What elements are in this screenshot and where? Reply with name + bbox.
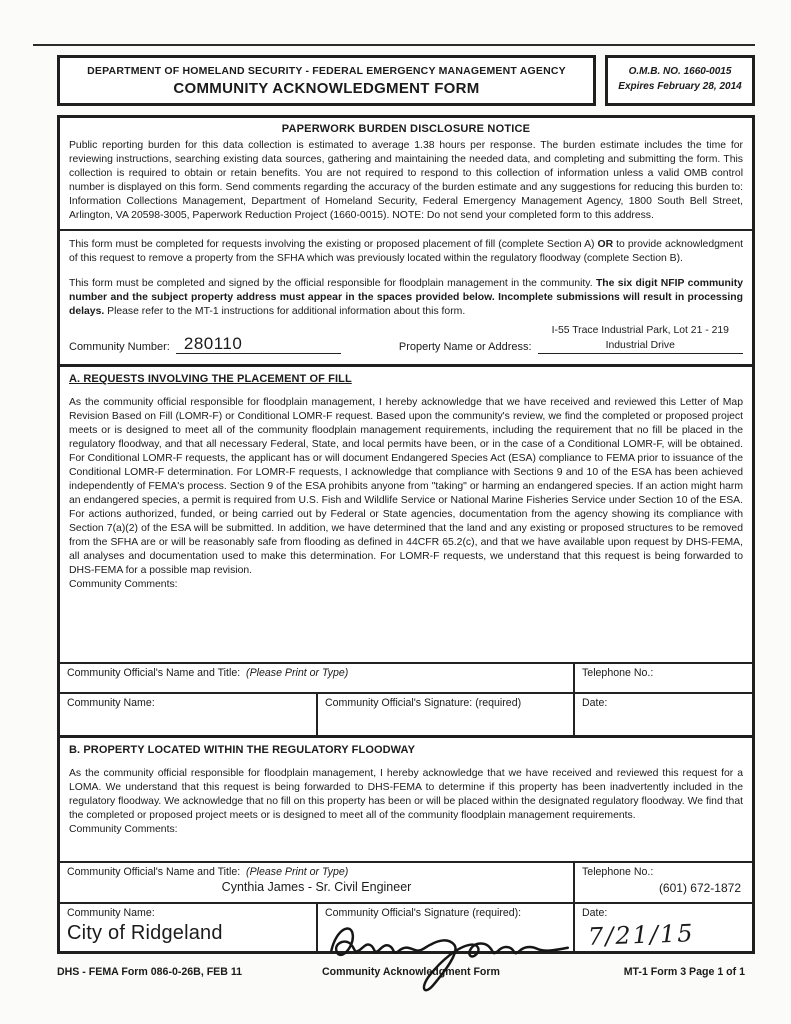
name-title-hint: (Please Print or Type) <box>246 667 349 680</box>
section-b-name-title-cell[interactable] <box>60 863 573 902</box>
section-b <box>60 738 752 861</box>
section-a <box>60 367 752 662</box>
handwritten-date: 7/21/15 <box>587 919 695 952</box>
footer-form-number: DHS - FEMA Form 086-0-26B, FEB 11 <box>57 966 243 979</box>
section-a-date-cell[interactable] <box>573 694 752 735</box>
handwritten-signature <box>316 916 578 1002</box>
header-title-box <box>57 55 596 106</box>
instructions-p1-text: This form must be completed for requests involving the existing or proposed placement of fill (complete Section A) <box>69 239 598 251</box>
footer-form-name: Community Acknowledgment Form <box>322 966 500 979</box>
table-row <box>60 692 752 735</box>
form-header <box>57 55 755 106</box>
section-a-comments-field[interactable] <box>69 592 743 662</box>
table-row <box>60 664 752 692</box>
section-a-table <box>60 662 752 735</box>
section-b-date-cell[interactable] <box>573 904 752 951</box>
agency-name: DEPARTMENT OF HOMELAND SECURITY - FEDERAL EMERGENCY MANAGEMENT AGENCY <box>87 65 566 77</box>
instructions-paragraph-1 <box>69 238 743 266</box>
community-number-field[interactable]: 280110 <box>176 334 341 354</box>
community-name-value: City of Ridgeland <box>67 922 223 945</box>
section-b-comments-label: Community Comments: <box>69 824 178 836</box>
section-a-comments-label: Community Comments: <box>69 579 178 591</box>
signature-label: Community Official's Signature: (required) <box>325 697 522 710</box>
footer-page-number: MT-1 Form 3 Page 1 of 1 <box>623 966 745 979</box>
date-label: Date: <box>582 907 608 920</box>
instructions-p2-text: This form must be completed and signed by the official responsible for floodplain management in the community. <box>69 278 596 290</box>
form-title: COMMUNITY ACKNOWLEDGMENT FORM <box>173 80 480 97</box>
instructions-p1-bold: OR <box>597 239 614 251</box>
identifier-row <box>60 321 752 364</box>
section-b-community-name-cell[interactable] <box>60 904 316 951</box>
burden-notice-section <box>60 118 752 229</box>
form-footer <box>57 966 755 978</box>
instructions-p2-text2: Please refer to the MT-1 instructions for additional information about this form. <box>104 306 466 318</box>
property-address-label: Property Name or Address: <box>398 341 532 354</box>
name-title-label: Community Official's Name and Title: <box>67 866 241 879</box>
section-b-table <box>60 861 752 951</box>
property-address-field[interactable]: I-55 Trace Industrial Park, Lot 21 - 219 Industrial Drive <box>538 323 743 354</box>
section-b-signature-cell[interactable] <box>316 904 573 951</box>
name-title-hint: (Please Print or Type) <box>246 866 349 879</box>
section-b-body: As the community official responsible for floodplain management, I hereby acknowledge that we have received and reviewed this request for a LOMA. We understand that this request is being forwarded to DHS-FEMA to determine if this property has been inadvertently included in the regulatory floodway. We acknowledge that no fill on this property has been or will be placed within the designated regulatory floodway. We find that the completed or proposed project meets or is designed to meet all of the community floodplain management requirements. <box>69 768 743 822</box>
section-a-community-name-cell[interactable] <box>60 694 316 735</box>
name-title-value: Cynthia James - Sr. Civil Engineer <box>221 880 412 895</box>
form-body-box <box>57 115 755 954</box>
burden-notice-body: Public reporting burden for this data collection is estimated to average 1.38 hours per response. The burden estimate includes the time for reviewing instructions, searching existing data sources, gathering and maintaining the needed data, and completing and submitting the form. This collection is required to obtain or retain benefits. You are not required to respond to this collection of information unless a valid OMB control number is displayed on this form. Send comments regarding the accuracy of the burden estimate and any suggestions for reducing this burden to: Information Collections Management, Department of Homeland Security, Federal Emergency Management Agency, 1800 South Bell Street, Arlington, VA 20598-3005, Paperwork Reduction Project (1660-0015). NOTE: Do not send your completed form to this address. <box>69 140 743 221</box>
community-number-label: Community Number: <box>69 341 170 354</box>
scan-edge-line <box>33 44 755 46</box>
section-b-comments-field[interactable] <box>69 837 743 861</box>
instructions-p1-text2: to provide acknowledgment of this request to remove a property from the SFHA which was previously located within the regulatory floodway (complete Section B). <box>69 239 743 265</box>
section-a-signature-cell[interactable] <box>316 694 573 735</box>
telephone-value: (601) 672-1872 <box>658 881 741 896</box>
instructions-p2-bold: The six digit NFIP community number and the subject property address must appear in the spaces provided below. Incomplete submissions will result in processing delays. <box>69 278 744 318</box>
telephone-label: Telephone No.: <box>582 866 654 879</box>
telephone-label: Telephone No.: <box>582 667 654 680</box>
section-b-telephone-cell[interactable] <box>573 863 752 902</box>
community-name-label: Community Name: <box>67 697 155 710</box>
date-label: Date: <box>582 697 608 710</box>
name-title-label: Community Official's Name and Title: <box>67 667 241 680</box>
section-a-name-title-cell[interactable] <box>60 664 573 692</box>
section-b-heading: B. PROPERTY LOCATED WITHIN THE REGULATORY FLOODWAY <box>69 744 416 757</box>
signature-label: Community Official's Signature (required): <box>325 907 522 920</box>
omb-number: O.M.B. NO. 1660-0015 <box>628 66 732 77</box>
instructions-section <box>60 231 752 321</box>
omb-expires: Expires February 28, 2014 <box>618 80 742 92</box>
section-a-heading: A. REQUESTS INVOLVING THE PLACEMENT OF FILL <box>69 373 352 386</box>
form-sheet <box>57 55 755 978</box>
table-row <box>60 863 752 902</box>
section-a-body: As the community official responsible for floodplain management, I hereby acknowledge that we have received and reviewed this Letter of Map Revision Based on Fill (LOMR-F) or Conditional LOMR-F request. Based upon the community's review, we find the completed or proposed project meets or is designed to meet all of the community floodplain management requirements, including the requirement that no fill be placed in the regulatory floodway, and that all necessary Federal, State, and local permits have been, or in the case of a Conditional LOMR-F, will be obtained. For Conditional LOMR-F requests, the applicant has or will document Endangered Species Act (ESA) compliance to FEMA prior to issuance of the Conditional LOMR-F determination. For LOMR-F requests, I acknowledge that compliance with Sections 9 and 10 of the ESA has been achieved independently of FEMA's process. Section 9 of the ESA prohibits anyone from "taking" or harming an endangered species. If an action might harm an endangered species, a permit is required from U.S. Fish and Wildlife Service or National Marine Fisheries Service under Section 10 of the ESA. For actions authorized, funded, or being carried out by Federal or State agencies, documentation from the agency showing its compliance with Section 7(a)(2) of the ESA will be submitted. In addition, we have determined that the land and any existing or proposed structures to be removed from the SFHA are or will be reasonably safe from flooding as defined in 44CFR 65.2(c), and that we have available upon request by DHS-FEMA, all analyses and documentation used to make this determination. For LOMR-F requests, we understand that this request is being forwarded to DHS-FEMA for a possible map revision. <box>69 397 743 577</box>
burden-notice-title: PAPERWORK BURDEN DISCLOSURE NOTICE <box>281 123 531 135</box>
omb-box <box>605 55 755 106</box>
instructions-paragraph-2 <box>69 277 743 319</box>
community-name-label: Community Name: <box>67 907 155 920</box>
table-row <box>60 902 752 951</box>
section-a-telephone-cell[interactable] <box>573 664 752 692</box>
